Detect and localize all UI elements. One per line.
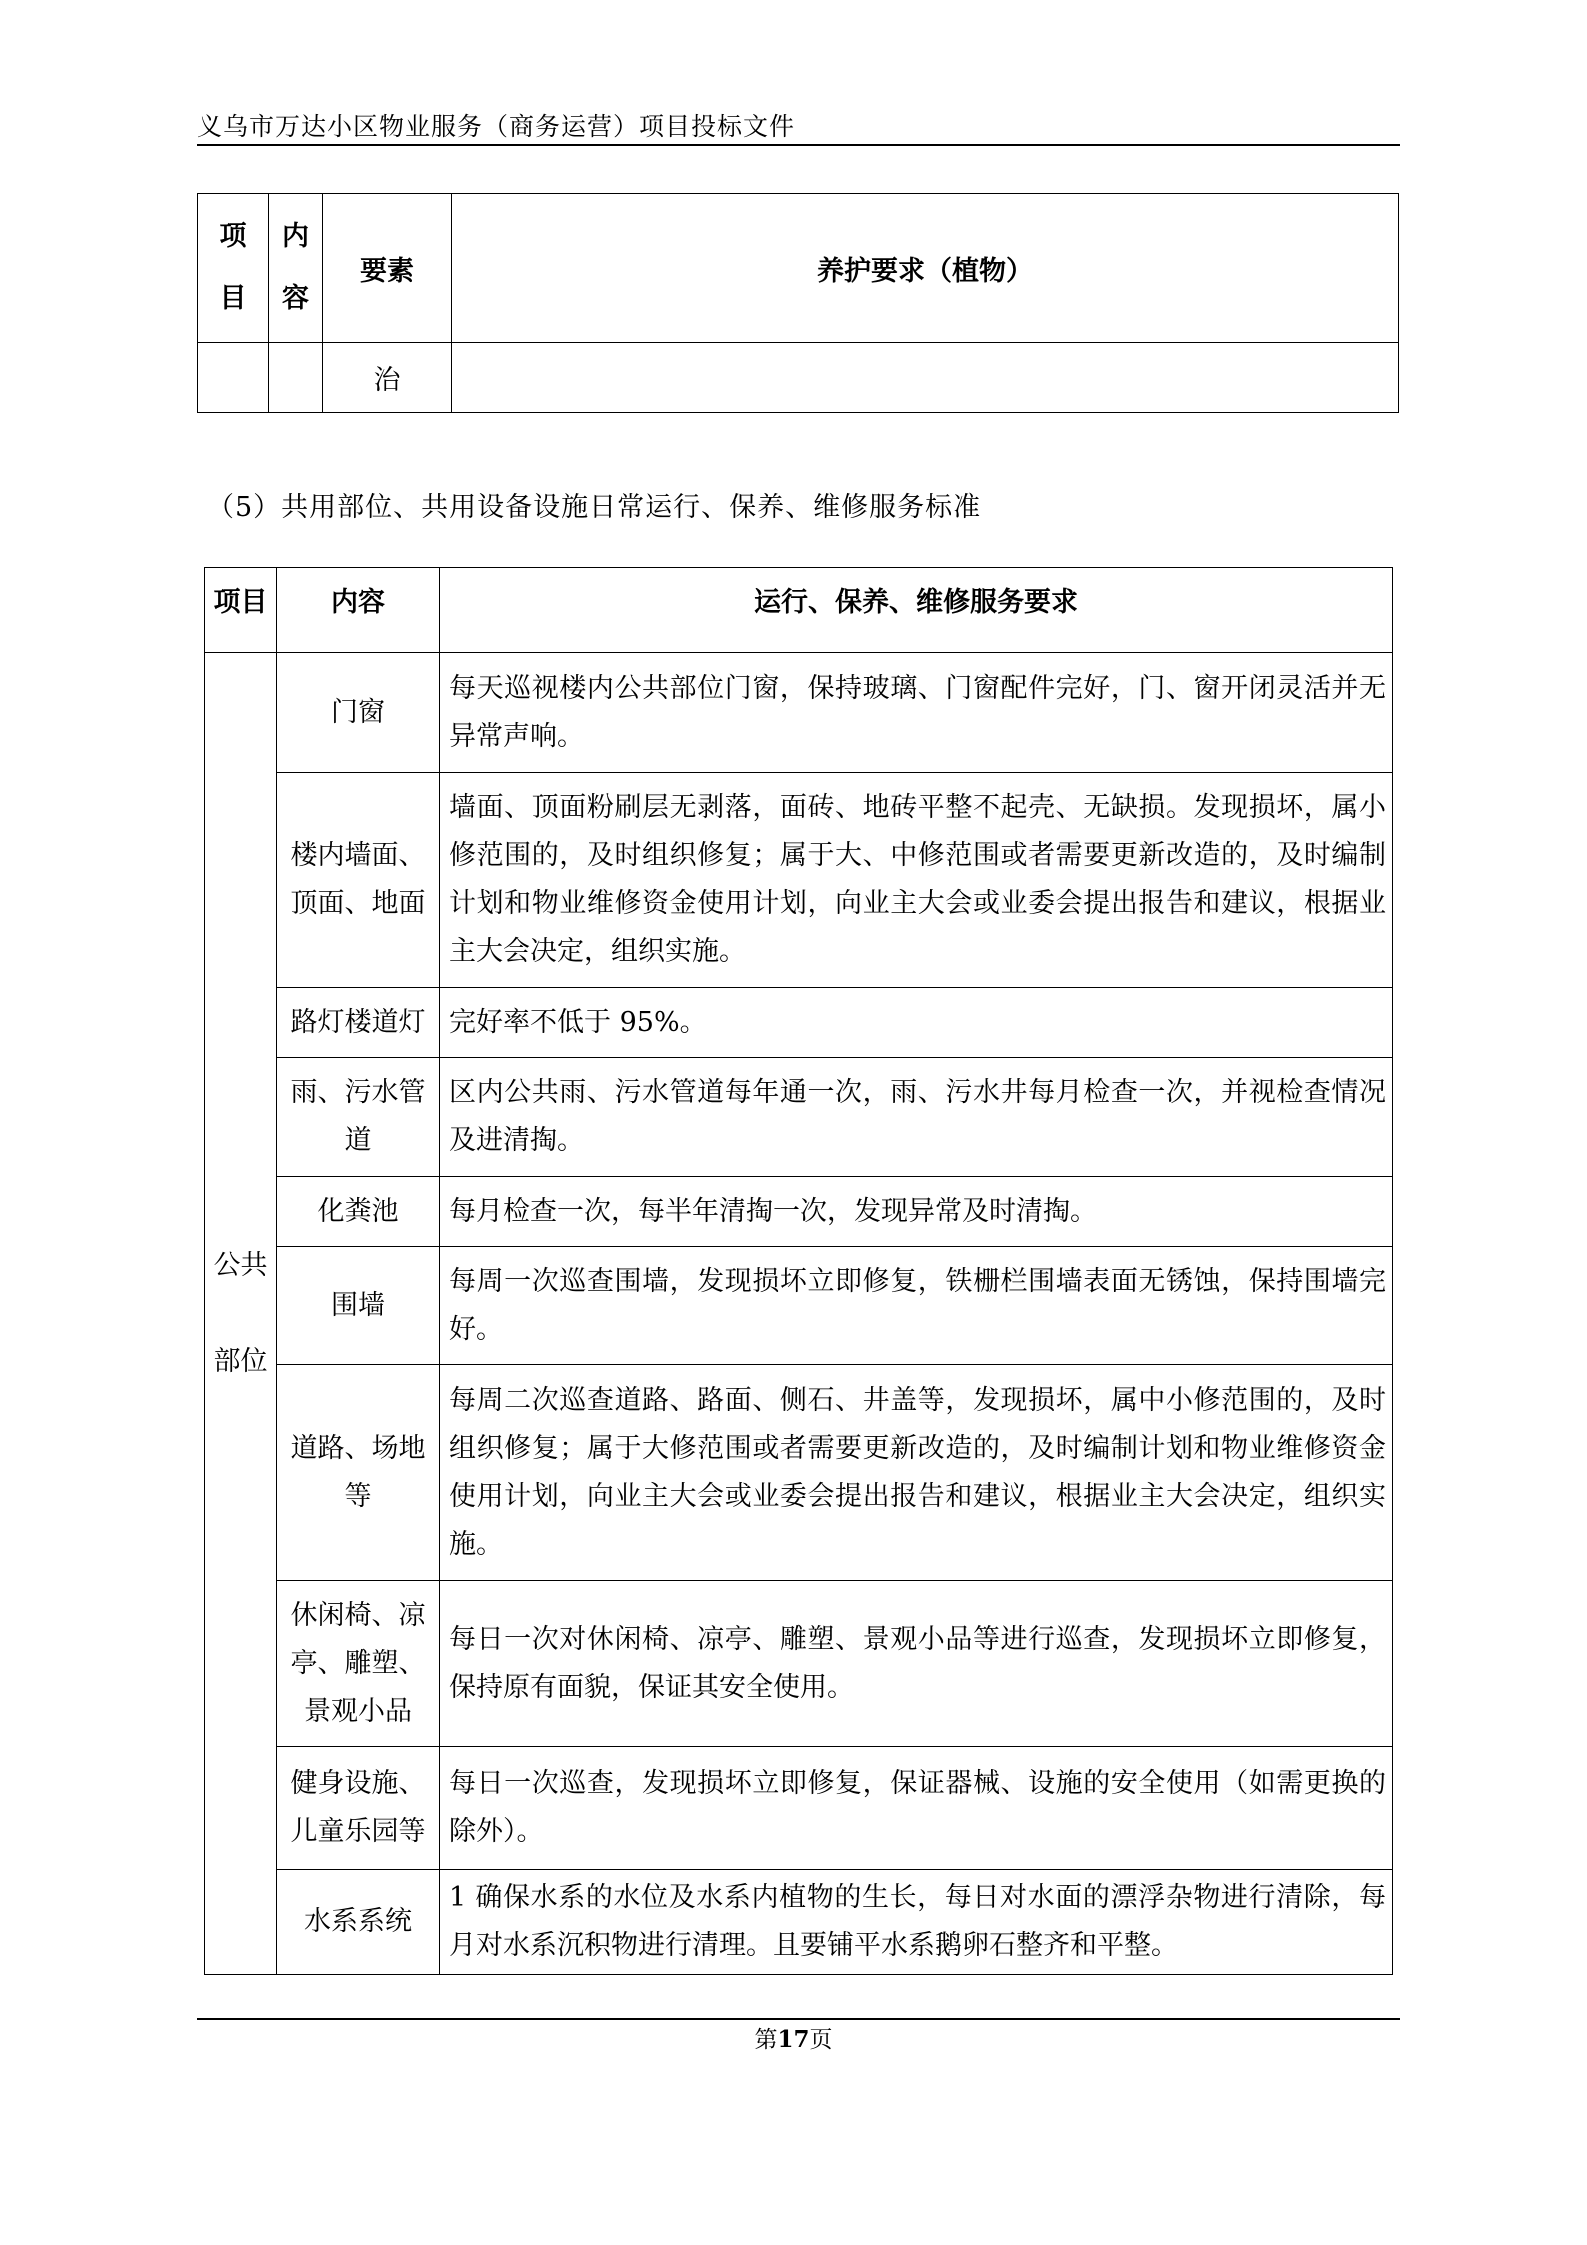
requirement-cell: 每月检查一次，每半年清掏一次，发现异常及时清掏。 [440, 1177, 1393, 1247]
header-item: 项目 [205, 568, 277, 653]
table-row [205, 988, 1393, 1058]
table-row [205, 1581, 1393, 1747]
footer-suffix: 页 [809, 2027, 833, 2053]
table-header-row [205, 568, 1393, 653]
item-cell: 休闲椅、凉亭、雕塑、景观小品 [277, 1581, 440, 1747]
item-cell: 门窗 [277, 653, 440, 773]
header-element: 要素 [323, 194, 452, 343]
table-header-row [198, 194, 1399, 343]
header-requirement: 养护要求（植物） [452, 194, 1399, 343]
table-row [205, 1058, 1393, 1177]
requirement-cell: 区内公共雨、污水管道每年通一次，雨、污水井每月检查一次，并视检查情况及进清掏。 [440, 1058, 1393, 1177]
table-row [205, 773, 1393, 988]
group-cell [205, 653, 277, 1975]
cell-element: 治 [323, 343, 452, 413]
requirement-cell: 每日一次对休闲椅、凉亭、雕塑、景观小品等进行巡查，发现损坏立即修复，保持原有面貌，保证其安全使用。 [440, 1581, 1393, 1747]
header-rule [197, 144, 1400, 146]
requirement-cell: 每天巡视楼内公共部位门窗，保持玻璃、门窗配件完好，门、窗开闭灵活并无异常声响。 [440, 653, 1393, 773]
requirement-cell: 每日一次巡查，发现损坏立即修复，保证器械、设施的安全使用（如需更换的除外）。 [440, 1747, 1393, 1870]
cell-requirement [452, 343, 1399, 413]
item-cell: 健身设施、儿童乐园等 [277, 1747, 440, 1870]
table-row [198, 343, 1399, 413]
header-content: 内容 [277, 568, 440, 653]
table-row [205, 653, 1393, 773]
header-content [269, 194, 323, 343]
common-parts-service-table [204, 567, 1393, 1975]
requirement-cell: 墙面、顶面粉刷层无剥落，面砖、地砖平整不起壳、无缺损。发现损坏，属小修范围的，及时组织修复；属于大、中修范围或者需要更新改造的，及时编制计划和物业维修资金使用计划，向业主大会或业委会提出报告和建议，根据业主大会决定，组织实施。 [440, 773, 1393, 988]
table-row [205, 1365, 1393, 1581]
requirement-cell: 每周二次巡查道路、路面、侧石、井盖等，发现损坏，属中小修范围的，及时组织修复；属于大修范围或者需要更新改造的，及时编制计划和物业维修资金使用计划，向业主大会或业委会提出报告和建议，根据业主大会决定，组织实施。 [440, 1365, 1393, 1581]
footer-rule [197, 2018, 1400, 2020]
requirement-cell: 1 确保水系的水位及水系内植物的生长，每日对水面的漂浮杂物进行清除，每月对水系沉积物进行清理。且要铺平水系鹅卵石整齐和平整。 [440, 1870, 1393, 1975]
cell-item [198, 343, 269, 413]
page-number: 17 [777, 2026, 810, 2053]
item-cell: 围墙 [277, 1247, 440, 1365]
requirement-cell: 完好率不低于 95%。 [440, 988, 1393, 1058]
cell-content [269, 343, 323, 413]
item-cell: 雨、污水管道 [277, 1058, 440, 1177]
group-label: 公共部位 [213, 1249, 268, 1377]
item-cell: 道路、场地等 [277, 1365, 440, 1581]
document-header-title: 义乌市万达小区物业服务（商务运营）项目投标文件 [197, 112, 796, 141]
table-row [205, 1747, 1393, 1870]
header-content-label: 内容 [282, 221, 309, 314]
table-row [205, 1870, 1393, 1975]
plant-maintenance-table [197, 193, 1399, 413]
section-caption: （5）共用部位、共用设备设施日常运行、保养、维修服务标准 [207, 492, 982, 523]
item-cell: 楼内墙面、顶面、地面 [277, 773, 440, 988]
page-footer [0, 2024, 1587, 2056]
item-cell: 路灯楼道灯 [277, 988, 440, 1058]
table-row [205, 1177, 1393, 1247]
item-cell: 水系系统 [277, 1870, 440, 1975]
header-requirement: 运行、保养、维修服务要求 [440, 568, 1393, 653]
header-item [198, 194, 269, 343]
header-item-label: 项目 [219, 221, 247, 314]
table-row [205, 1247, 1393, 1365]
item-cell: 化粪池 [277, 1177, 440, 1247]
footer-prefix: 第 [754, 2027, 778, 2053]
requirement-cell: 每周一次巡查围墙，发现损坏立即修复，铁栅栏围墙表面无锈蚀，保持围墙完好。 [440, 1247, 1393, 1365]
